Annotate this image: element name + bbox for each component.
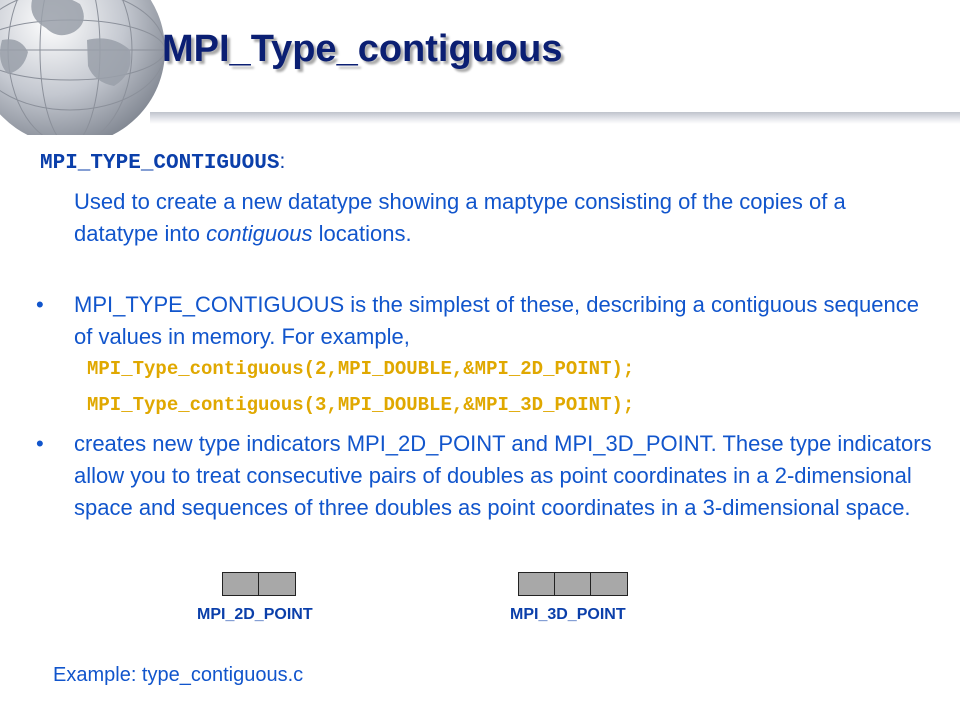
bullet-item-simplest: MPI_TYPE_CONTIGUOUS is the simplest of these, describing a contiguous sequence of values in memory. For example, (74, 292, 919, 349)
description-text (74, 186, 934, 250)
double-cell (223, 573, 259, 595)
header-bar (150, 112, 960, 124)
bullet-item-creates: creates new type indicators MPI_2D_POINT and MPI_3D_POINT. These type indicators allow you to treat consecutive pairs of doubles as point coordinates in a 2-dimensional space and sequences of three doubles as point coordinates in a 3-dimensional space. (74, 431, 932, 520)
heading-colon: : (279, 150, 286, 173)
double-cell (591, 573, 627, 595)
bullet-marker: • (36, 292, 44, 317)
cells-3d-point (518, 572, 628, 596)
example-filename: Example: type_contiguous.c (53, 664, 304, 686)
cells-2d-point (222, 572, 296, 596)
label-2d-point: MPI_2D_POINT (197, 606, 313, 623)
code-line-3d: MPI_Type_contiguous(3,MPI_DOUBLE,&MPI_3D_POINT); (87, 394, 635, 416)
bullet-marker: • (36, 431, 44, 456)
double-cell (519, 573, 555, 595)
page-title: MPI_Type_contiguous (162, 28, 563, 70)
description-part1: Used to create a new datatype showing a maptype consisting of the copies of a datatype into (74, 189, 846, 246)
double-cell (555, 573, 591, 595)
heading-text: MPI_TYPE_CONTIGUOUS (40, 152, 280, 175)
label-3d-point: MPI_3D_POINT (510, 606, 626, 623)
description-part2: locations. (312, 221, 412, 246)
description-emphasis: contiguous (206, 221, 313, 246)
section-heading (40, 150, 285, 175)
code-line-2d: MPI_Type_contiguous(2,MPI_DOUBLE,&MPI_2D_POINT); (87, 358, 635, 380)
double-cell (259, 573, 295, 595)
